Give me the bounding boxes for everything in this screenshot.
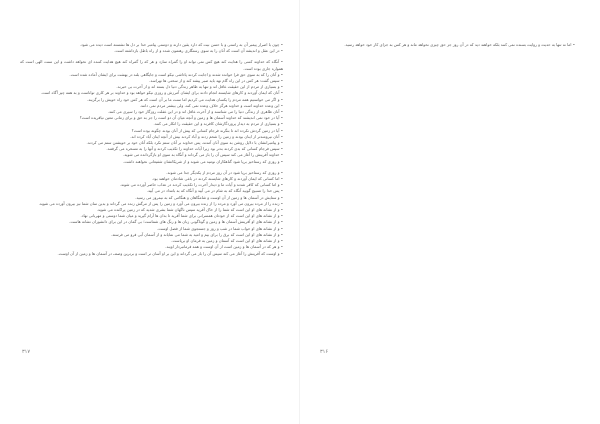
paragraph: • آنگاه که خداوند کسی را هدایت کند هیچ کس نمی تواند او را گمراه سازد و هر که را گمراه کند هیچ هدایت کننده ای نخواهد داشت و این سنت الهی است که همواره جاری بوده است. — [20, 59, 283, 71]
paragraph: • آنان ظاهری از زندگی دنیا را می شناسند و از آخرت غافل اند و در این غفلت روزگار خود را سپری می کنند. — [107, 109, 283, 115]
paragraph: • و اما کسانی که کافر شدند و آیات ما و دیدار آخرت را تکذیب کردند در عذاب حاضر آورده می شوند. — [119, 182, 283, 188]
paragraph: • آیا در زمین گردش نکرده اند تا بنگرند فرجام کسانی که پیش از آنان بودند چگونه بوده است؟ — [131, 127, 283, 133]
paragraph: • و اوست که آفرینش را آغاز می کند سپس آن را باز می گرداند و این بر او آسان تر است و برترین وصف در آسمان ها و زمین از آن اوست. — [57, 250, 283, 256]
paragraph: • چون با اصرار پیمبر آن به راستی و با حسن نیت که دارد یقین دارند و دوستی پیامبر خدا بر دل ها نشسته است دیده می شود. — [79, 42, 283, 47]
paragraph: • و آنان را که به سوی حق فرا خوانده شدند و اجابت کردند پاداشی نیکو است و جایگاهی بلند در بهشت برای ایشان آماده شده است. — [69, 71, 283, 77]
paragraph: • این وعده خداوند است و خداوند هرگز خلاف وعده نمی کند، ولی بیشتر مردم نمی دانند. — [139, 102, 283, 108]
paragraph: • و از نشانه های او این است که آسمان و زمین به فرمان او برپاست. — [171, 238, 283, 244]
paragraph: • و از نشانه های او خواب شما در شب و روز و جستجوی شما از فضل اوست. — [157, 225, 283, 231]
paragraph: • و از نشانه های او این است که شما را از خاک آفرید سپس ناگهان شما بشری شدید که در زمین پراکنده می شوید. — [96, 207, 283, 213]
paragraph: • آنان نیرومندتر از اینان بودند و زمین را شخم زدند و آباد کردند بیش از آنچه اینان آباد کرده اند. — [130, 133, 283, 139]
right-page-text — [310, 42, 575, 48]
left-page-text — [20, 42, 283, 257]
paragraph: • و ستایش در آسمان ها و زمین از آن اوست و شامگاهان و هنگامی که به نیمروز می رسید. — [135, 194, 283, 200]
paragraph: • و بسیاری از مردم از این حقیقت غافل اند و تنها به ظاهر زندگی دنیا دل بسته اند و از آخرت بی خبرند. — [116, 84, 283, 90]
paragraph: • پس خدا را تسبیح گویید آنگاه که به شام در می آیید و آنگاه که به بامداد در می آیید. — [146, 188, 283, 194]
paragraph: • سپس فرجام کسانی که بدی کردند بدتر بود زیرا آیات خداوند را تکذیب کردند و آنها را به مسخره می گرفتند. — [106, 146, 283, 152]
right-page — [300, 0, 600, 424]
paragraph: • و هر که در آسمان ها و زمین است از آن اوست و همه فرمانبردار اویند. — [165, 244, 283, 250]
paragraph: • و از نشانه های او این است که برق را برای بیم و امید به شما می نمایاند و از آسمان آبی فرو می فرستد. — [110, 231, 283, 237]
paragraph: • و از نشانه های او این است که از خودتان همسرانی برای شما آفرید تا بدان ها آرام گیرید و میان شما دوستی و مهربانی نهاد. — [80, 213, 283, 219]
paragraph: • و پیامبرانشان با دلایل روشن به سوی آنان آمدند، پس خداوند بر آنان ستم نکرد بلکه آنان خود بر خویشتن ستم می کردند. — [86, 140, 283, 146]
paragraph: • در این عقل و اندیشه آن است که آنان را به سوی رستگاری رهنمون شده و از راه باطل بازداشته است. — [114, 48, 283, 54]
paragraph: • سپس گفت: هر کس در این راه گام نهد باید صبر پیشه کند و از سختی ها نهراسد. — [149, 78, 283, 84]
paragraph: • و اگر می خواستیم همه مردم را یکسان هدایت می کردیم اما سنت ما بر آن است که هر کس خود راه خویش را برگزیند. — [87, 96, 283, 102]
paragraph: • و از نشانه های او آفرینش آسمان ها و زمین و گوناگونی زبان ها و رنگ های شماست؛ بی گمان در این برای دانشوران نشانه هاست. — [69, 219, 283, 225]
right-page-number: ۳۱۶ — [320, 349, 329, 355]
paragraph: • آنان که ایمان آوردند و کارهای شایسته انجام دادند برای ایشان آمرزش و روزی نیکو خواهد بود و خداوند بر هر کاری تواناست و به همه چیز آگاه است. — [40, 90, 283, 96]
paragraph: • زنده را از مرده بیرون می آورد و مرده را از زنده بیرون می آورد و زمین را پس از مرگش زنده می گرداند و بدین سان شما نیز بیرون آورده می شوید. — [38, 200, 283, 206]
paragraph: • آیا در خود نمی اندیشند که خداوند آسمان ها و زمین و آنچه میان آن دو است را جز به حق و برای زمانی معین نیافریده است؟ — [79, 115, 283, 121]
paragraph: • و روزی که رستاخیز برپا شود در آن روز مردم از یکدیگر جدا می شوند. — [166, 169, 283, 175]
left-page-number: ۳۱۷ — [22, 349, 31, 355]
paragraph: • خداوند آفرینش را آغاز می کند سپس آن را باز می گرداند و آنگاه به سوی او بازگردانده می شوید. — [122, 152, 283, 158]
paragraph: • و بسیاری از مردم به دیدار پروردگارشان کافرند و این حقیقت را انکار می کنند. — [153, 121, 283, 127]
paragraph: • اما نه تنها به حدیث و روایت بسنده نمی کنند بلکه خواهند دید که در آن روز جز حق چیزی نخواهد ماند و هر کس به جزای کار خود خواهد رسید. — [344, 42, 575, 47]
paragraph: • اما کسانی که ایمان آوردند و کارهای شایسته کردند در باغی شادمان خواهند بود. — [151, 176, 283, 182]
paragraph: • و روزی که رستاخیز برپا شود گناهکاران نومید می شوند و از شریکانشان شفیعانی نخواهند داشت. — [123, 158, 283, 164]
